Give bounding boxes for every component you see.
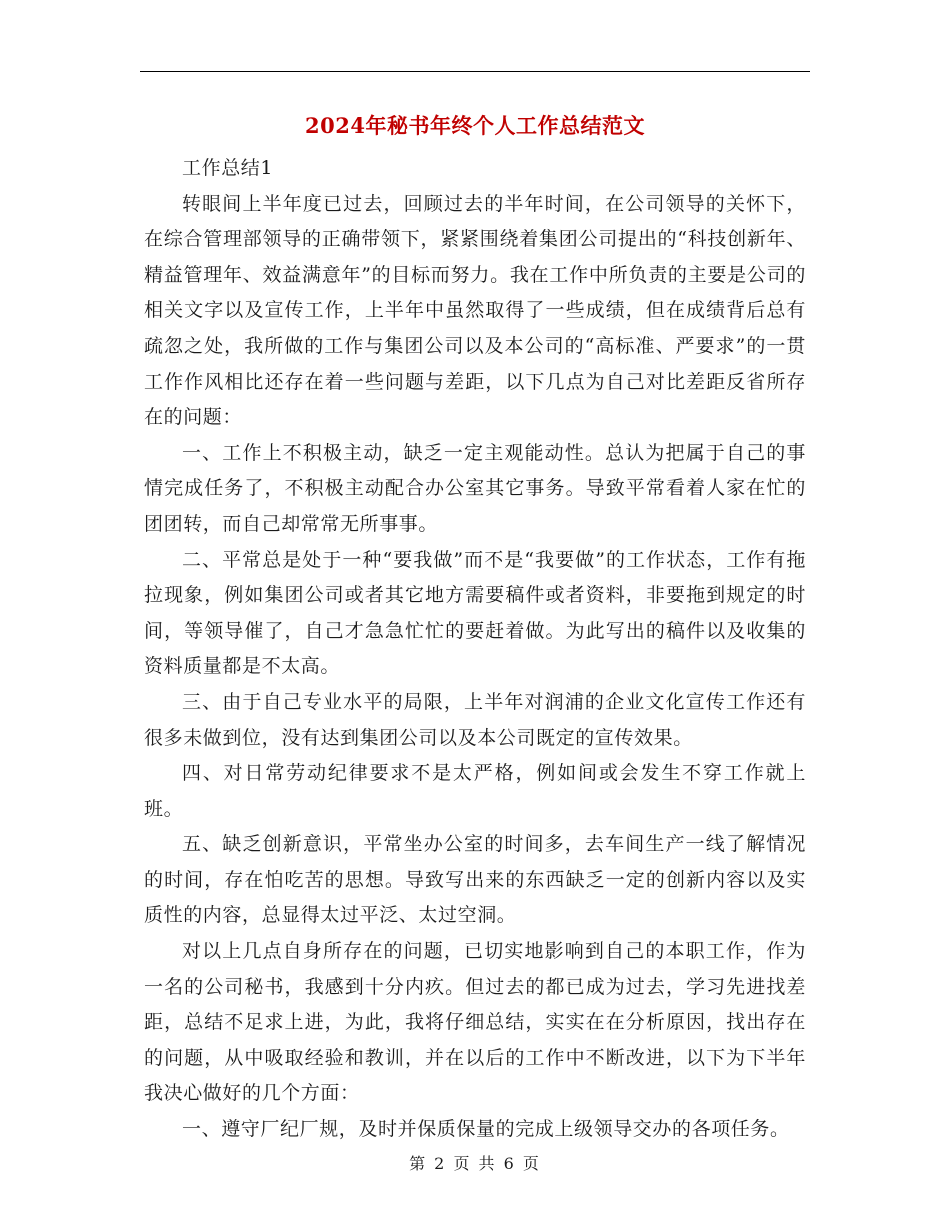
paragraph: 二、平常总是处于一种“要我做”而不是“我要做”的工作状态，工作有拖拉现象，例如集团公司或者其它地方需要稿件或者资料，非要拖到规定的时间，等领导催了，自己才急急忙忙的要赶着做。为此写出的稿件以及收集的资料质量都是不太高。	[144, 548, 806, 678]
paragraph: 对以上几点自身所存在的问题，已切实地影响到自己的本职工作，作为一名的公司秘书，我感到十分内疚。但过去的都已成为过去，学习先进找差距，总结不足求上进，为此，我将仔细总结，实实在在分析原因，找出存在的问题，从中吸取经验和教训，并在以后的工作中不断改进，以下为下半年我决心做好的几个方面：	[144, 940, 806, 1105]
paragraph: 一、工作上不积极主动，缺乏一定主观能动性。总认为把属于自己的事情完成任务了，不积极主动配合办公室其它事务。导致平常看着人家在忙的团团转，而自己却常常无所事事。	[144, 441, 806, 535]
paragraph: 三、由于自己专业水平的局限，上半年对润浦的企业文化宣传工作还有很多未做到位，没有达到集团公司以及本公司既定的宣传效果。	[144, 690, 806, 749]
page-footer: 第 2 页 共 6 页	[409, 1154, 541, 1173]
section-heading: 工作总结1	[182, 157, 274, 179]
document-body	[144, 151, 806, 1148]
paragraph: 四、对日常劳动纪律要求不是太严格，例如间或会发生不穿工作就上班。	[144, 762, 806, 820]
header-rule	[140, 71, 810, 72]
document-title: 2024年秘书年终个人工作总结范文	[305, 113, 645, 138]
paragraph: 一、遵守厂纪厂规，及时并保质保量的完成上级领导交办的各项任务。	[182, 1118, 790, 1141]
paragraph: 转眼间上半年度已过去，回顾过去的半年时间，在公司领导的关怀下，在综合管理部领导的正确带领下，紧紧围绕着集团公司提出的“科技创新年、精益管理年、效益满意年”的目标而努力。我在工作中所负责的主要是公司的相关文字以及宣传工作，上半年中虽然取得了一些成绩，但在成绩背后总有疏忽之处，我所做的工作与集团公司以及本公司的“高标准、严要求”的一贯工作作风相比还存在着一些问题与差距，以下几点为自己对比差距反省所存在的问题：	[144, 192, 806, 429]
paragraph: 五、缺乏创新意识，平常坐办公室的时间多，去车间生产一线了解情况的时间，存在怕吃苦的思想。导致写出来的东西缺乏一定的创新内容以及实质性的内容，总显得太过平泛、太过空洞。	[144, 833, 806, 927]
